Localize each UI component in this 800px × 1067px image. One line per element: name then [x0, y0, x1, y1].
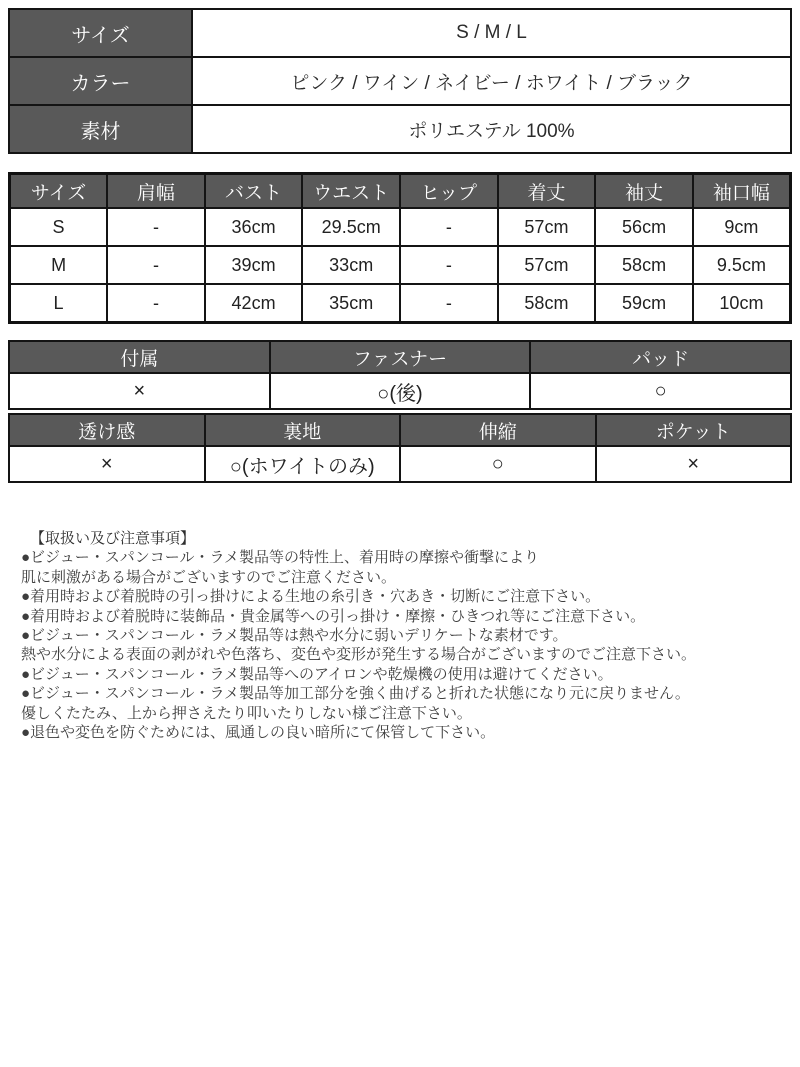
info-value-color: ピンク / ワイン / ネイビー / ホワイト / ブラック: [192, 57, 791, 105]
size-cell: 36cm: [205, 208, 303, 246]
size-cell: 39cm: [205, 246, 303, 284]
size-chart-header-length: 着丈: [498, 174, 596, 209]
care-note-line: ●退色や変色を防ぐためには、風通しの良い暗所にて保管して下さい。: [21, 724, 496, 742]
feature-value-accessory: ×: [9, 373, 270, 409]
feature-value-row: [9, 373, 791, 409]
size-chart-header-bust: バスト: [205, 174, 303, 209]
size-cell: 9cm: [693, 208, 791, 246]
size-cell: -: [400, 246, 498, 284]
care-note-line: ●ビジュー・スパンコール・ラメ製品等加工部分を強く曲げると折れた状態になり元に戻りません。: [21, 685, 690, 703]
size-cell: 10cm: [693, 284, 791, 323]
feature-header-stretch: 伸縮: [400, 414, 596, 446]
size-cell: -: [400, 208, 498, 246]
feature-header-fastener: ファスナー: [270, 341, 531, 373]
feature-value-pad: ○: [530, 373, 791, 409]
feature-value-fastener: ○(後): [270, 373, 531, 409]
size-chart-header-shoulder: 肩幅: [107, 174, 205, 209]
size-chart-row-m: [10, 246, 791, 284]
info-label-material: 素材: [9, 105, 192, 153]
care-note-line: ●ビジュー・スパンコール・ラメ製品等へのアイロンや乾燥機の使用は避けてください。: [21, 665, 613, 683]
info-value-size: S / M / L: [192, 9, 791, 57]
care-note-line: 肌に刺激がある場合がございますのでご注意ください。: [21, 568, 397, 586]
size-cell: 58cm: [498, 284, 596, 323]
care-note-line: 優しくたたみ、上から押さえたり叩いたりしない様ご注意下さい。: [21, 704, 472, 722]
size-cell: -: [107, 246, 205, 284]
info-row-size: [9, 9, 791, 57]
feature-value-sheerness: ×: [9, 446, 205, 482]
feature-table-accessories: [8, 340, 792, 410]
size-cell: 58cm: [595, 246, 693, 284]
size-cell: 9.5cm: [693, 246, 791, 284]
care-note-line: ●着用時および着脱時の引っ掛けによる生地の糸引き・穴あき・切断にご注意下さい。: [21, 588, 601, 606]
size-cell: 33cm: [302, 246, 400, 284]
feature-header-sheerness: 透け感: [9, 414, 205, 446]
size-cell: 57cm: [498, 208, 596, 246]
care-note-line: ●ビジュー・スパンコール・ラメ製品等の特性上、着用時の摩擦や衝撃により: [21, 549, 540, 567]
size-chart-header-waist: ウエスト: [302, 174, 400, 209]
size-cell: 56cm: [595, 208, 693, 246]
size-cell: S: [10, 208, 108, 246]
care-note-line: 熱や水分による表面の剥がれや色落ち、変色や変形が発生する場合がございますのでご注意下さい。: [21, 646, 697, 664]
size-cell: -: [400, 284, 498, 323]
feature-header-pocket: ポケット: [596, 414, 792, 446]
feature-header-pad: パッド: [530, 341, 791, 373]
size-cell: 59cm: [595, 284, 693, 323]
feature-header-lining: 裏地: [205, 414, 401, 446]
feature-value-pocket: ×: [596, 446, 792, 482]
size-chart-row-l: [10, 284, 791, 323]
size-chart-row-s: [10, 208, 791, 246]
feature-header-accessory: 付属: [9, 341, 270, 373]
care-notes-title: 【取扱い及び注意事項】: [30, 530, 196, 547]
size-cell: 42cm: [205, 284, 303, 323]
feature-header-row: [9, 414, 791, 446]
size-chart-header-size: サイズ: [10, 174, 108, 209]
info-row-material: [9, 105, 791, 153]
feature-value-row: [9, 446, 791, 482]
size-chart-header-row: [10, 174, 791, 209]
feature-value-stretch: ○: [400, 446, 596, 482]
size-cell: -: [107, 208, 205, 246]
size-chart-header-hip: ヒップ: [400, 174, 498, 209]
size-cell: L: [10, 284, 108, 323]
care-note-line: ●ビジュー・スパンコール・ラメ製品等は熱や水分に弱いデリケートな素材です。: [21, 627, 568, 645]
feature-table-fabric: [8, 413, 792, 483]
product-info-table: [8, 8, 792, 154]
size-cell: 29.5cm: [302, 208, 400, 246]
size-cell: 57cm: [498, 246, 596, 284]
feature-value-lining: ○(ホワイトのみ): [205, 446, 401, 482]
care-note-line: ●着用時および着脱時に装飾品・貴金属等への引っ掛け・摩擦・ひきつれ等にご注意下さい。: [21, 607, 646, 625]
size-chart-table: [8, 172, 792, 324]
size-cell: -: [107, 284, 205, 323]
info-label-color: カラー: [9, 57, 192, 105]
info-row-color: [9, 57, 791, 105]
size-chart-header-sleeve: 袖丈: [595, 174, 693, 209]
size-cell: 35cm: [302, 284, 400, 323]
size-chart-header-cuff: 袖口幅: [693, 174, 791, 209]
feature-header-row: [9, 341, 791, 373]
size-cell: M: [10, 246, 108, 284]
care-notes: [8, 529, 792, 742]
info-value-material: ポリエステル 100%: [192, 105, 791, 153]
info-label-size: サイズ: [9, 9, 192, 57]
